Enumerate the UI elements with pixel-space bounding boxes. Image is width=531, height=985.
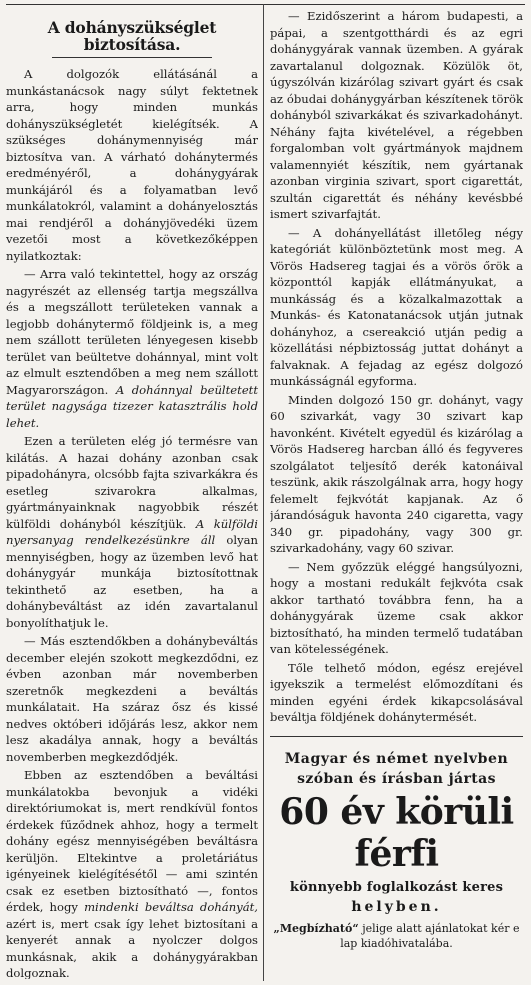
paragraph: Tőle telhető módon, egész erejével igyekszik a termelést előmozdítani és minden egyéni érdek kikapcsolásával beváltja földjének dohánytermését. — [270, 660, 523, 724]
article-title: A dohányszükséglet biztosítása. — [47, 18, 217, 54]
italic-text: A dohánnyal beültetett terület nagysága tizezer katasztrális hold lehet. — [6, 382, 258, 430]
advert-line: Magyar és német nyelvben — [284, 750, 509, 767]
paragraph: — Ezidőszerint a három budapesti, a pápai, a szentgotthárdi és az egri dohánygyárak vannak üzemben. A gyárak zavartalanul dolgoznak. Közülök öt, úgyszólván kizárólag szivart gyárt és csak az óbudai dohánygyárban készítenek török dohányból szivarkákat és szivarkadohányt. Néhány fajta kivételével, a régebben forgalomban volt gyártmányok majdnem valamennyiét készítik, nem gyártanak azonban virginia szivart, sport cigarettát, szultán cigarettát és néhány kevésbbé ismert szivarfajtát. — [270, 9, 523, 221]
advert-line: szóban és írásban jártas — [297, 770, 496, 787]
title-rule — [52, 57, 212, 58]
paragraph: — Arra való tekintettel, hogy az ország nagyrészét az ellenség tartja megszállva és a megszállott területeken vannak a legjobb dohánytermő földjeink is, a meg nem szállott területen lényegesen kisebb terület van beültetve dohánnyal, mint volt az elmult esztendőben a meg nem szállott Magyarországon. A dohánnyal beültetett terület nagysága tizezer katasztrális hold lehet. — [6, 267, 258, 430]
advert-line: könnyebb foglalkozást keres — [289, 879, 504, 895]
top-rule — [6, 4, 525, 5]
paragraph: Minden dolgozó 150 gr. dohányt, vagy 60 szivarkát, vagy 30 szivart kap havonként. Kivételt egyedül és kizárólag a Vörös Hadsereg harcban álló és fegyveres szolgálatot teljesítő derék katonáival teszünk, akik rászolgálnak arra, hogy hogy felemelt fejkvótát kapjanak. Az ő járandóságuk havonta 240 cigaretta, vagy 340 gr. pipadohány, vagy 300 gr. szivarkadohány, vagy 60 szivar. — [270, 392, 523, 555]
right-column — [270, 6, 523, 979]
column-divider — [263, 4, 264, 981]
advert-footer — [270, 921, 523, 951]
advert-footer-text: jeligе alatt ajánlatokat kér e lap kiadóhivatalába. — [340, 921, 520, 950]
italic-text: mindenki beváltsa dohányát, — [84, 900, 258, 914]
classified-advert — [270, 749, 523, 951]
paragraph: — Más esztendőkben a dohánybeváltás december elején szokott megkezdődni, ez évben azonban már novemberben szeretnők megkezdeni a beváltás munkálatait. Ha száraz ősz és kissé nedves októberi időjárás lesz, akkor nem lesz akadálya annak, hogy a beváltás novemberben megkezdődjék. — [6, 634, 258, 764]
italic-text: A külföldi nyersanyag rendelkezésünkre áll — [6, 516, 258, 547]
advert-divider — [270, 736, 523, 737]
paragraph: — A dohányellátást illetőleg négy kategóriát különböztetünk most meg. A Vörös Hadsereg tagjai és a vörös őrök a központtól kapják ellátmányukat, a munkásság és a közalkalmazottak a Munkás- és Katonatanácsok utján jutnak dohányhoz, a csereakció utján pedig a közellátási népbiztosság juttat dohányt a falvaknak. A fejadag az egész dolgozó munkásságnál egyforma. — [270, 225, 523, 388]
paragraph: Ezen a területen elég jó termésre van kilátás. A hazai dohány azonban csak pipadohányra, olcsóbb fajta szivarkákra és esetleg szivarokra alkalmas, gyártmányainknak nagyobbik részét külföldi dohányból készítjük. A külföldi nyersanyag rendelkezésünkre áll olyan mennyiségben, hogy az üzemben levő hat dohánygyár munkája biztosítottnak tekinthető az esetben, ha a dohánybeváltást az idén zavartalanul bonyolíthatjuk le. — [6, 434, 258, 630]
advert-line: helyben. — [351, 898, 442, 915]
paragraph: — Nem győzzük eléggé hangsúlyozni, hogy a mostani redukált fejkvóta csak akkor tartható továbbra fenn, ha a dohánygyárak üzeme csak akkor biztosítható, ha minden termelő tudatában van kötelességének. — [270, 559, 523, 656]
advert-headline: 60 év körüli férfi — [279, 790, 514, 875]
paragraph: A dolgozók ellátásánál a munkástanácsok nagy súlyt fektetnek arra, hogy minden munkás dohányszükségletét kielégítsék. A szükséges dohánymennyiség már biztosítva van. A várható dohánytermés eredményéről, a dohánygyárak munkájáról és a folyamatban levő munkálatokról, valamint a dohányelosztás mai rendjéről a dohányjövedéki üzem vezetői most a következőképpen nyilatkoztak: — [6, 67, 258, 263]
left-column — [6, 6, 258, 979]
paragraph: Ebben az esztendőben a beváltási munkálatokba bevonjuk a vidéki direktóriumokat is, mert rendkívül fontos érdekek fűződnek ahhoz, hogy a termelt dohány egész mennyiségében beváltásra kerüljön. Eltekintve a proletáriátus igényeinek kielégítésétől — ami szintén csak ez esetben biztosítható —, fontos érdek, hogy mindenki beváltsa dohányát, azért is, mert csak így lehet biztosítani a kenyerét annak a nyolczer dolgos munkásnak, akik a dohánygyárakban dolgoznak. — [6, 768, 258, 979]
advert-keyword: „Megbízható“ — [273, 921, 359, 935]
